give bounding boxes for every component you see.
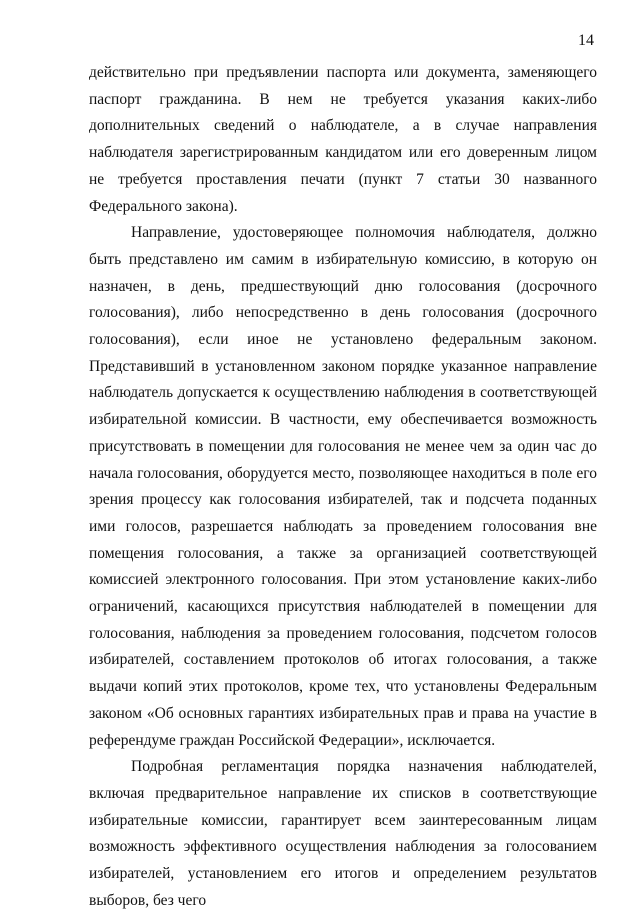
paragraph-regulation: Подробная регламентация порядка назначения наблюдателей, включая предварительное направление их списков в соответствующие избирательные комиссии, гарантирует всем заинтересованным лицам возможность эффективного осуществления наблюдения за голосованием избирателей, установлением его итогов и определением результатов выборов, без чего — [89, 758, 597, 909]
paragraph-continuation: действительно при предъявлении паспорта или документа, заменяющего паспорт гражданина. В нем не требуется указания каких-либо дополнительных сведений о наблюдателе, а в случае направления наблюдателя зарегистрированным кандидатом или его доверенным лицом не требуется проставления печати (пункт 7 статьи 30 названного Федерального закона). — [89, 64, 597, 215]
page-number: 14 — [578, 32, 594, 49]
paragraph-observer-credentials: Направление, удостоверяющее полномочия наблюдателя, должно быть представлено им самим в избирательную комиссию, в которую он назначен, в день, предшествующий дню голосования (досрочного голосования), либо непосредственно в день голосования (досрочного голосования), если иное не установлено федеральным законом. Представивший в установленном законом порядке указанное направление наблюдатель допускается к осуществлению наблюдения в соответствующей избирательной комиссии. В частности, ему обеспечивается возможность присутствовать в помещении для голосования не менее чем за один час до начала голосования, оборудуется место, позволяющее находиться в поле его зрения процессу как голосования избирателей, так и подсчета поданных ими голосов, разрешается наблюдать за проведением голосования вне помещения голосования, а также за организацией соответствующей комиссией электронного голосования. При этом установление каких-либо ограничений, касающихся присутствия наблюдателей в помещении для голосования, наблюдения за проведением голосования, подсчетом голосов избирателей, составлением протоколов об итогах голосования, а также выдачи копий этих протоколов, кроме тех, что установлены Федеральным законом «Об основных гарантиях избирательных прав и права на участие в референдуме граждан Российской Федерации», исключается. — [89, 224, 597, 749]
document-body — [89, 60, 597, 915]
